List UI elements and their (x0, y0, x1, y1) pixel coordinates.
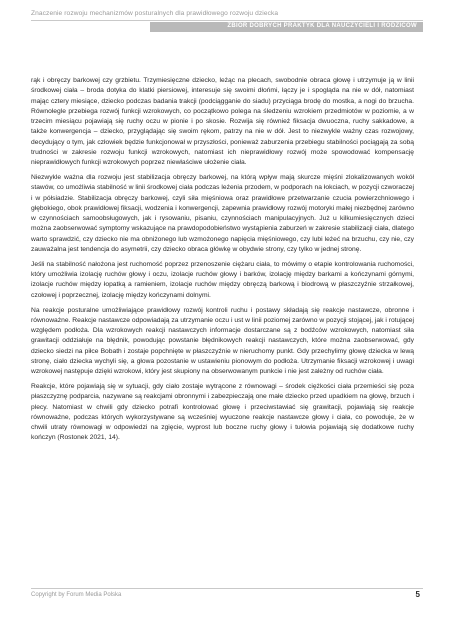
page-number: 5 (415, 590, 420, 599)
paragraph: Jeśli na stabilność nałożona jest ruchomość poprzez przenoszenie ciężaru ciała, to mówimy o etapie kontrolowania ruchomości, który umożliwia izolację ruchów głowy i oczu, izolacje ruchów głowy i barków, izolację między barkami a kończynami górnymi, izolacje ruchów między łopatką a ramieniem, izolacje ruchów między obręczą barkową i biodrową w płaszczyźnie strzałkowej, czołowej i poprzecznej, izolację między kończynami dolnymi. (31, 260, 414, 299)
body-text (31, 76, 414, 448)
paragraph: rąk i obręczy barkowej czy grzbietu. Trzymiesięczne dziecko, leżąc na plecach, swobodnie obraca głowę i utrzymuje ją w linii środkowej ciała – broda dotyka do klatki piersiowej, interesuje się swoimi dłońmi, łączy je i spogląda na nie w dół, natomiast mając cztery miesiące, dziecko podczas badania trakcji (podciągganie do siadu) przyciąga brodę do mostka, a nogi do brzucha. Równolegle przebiega rozwój funkcji wzrokowych, co początkowo polega na śledzeniu wzrokiem przedmiotów w poziomie, a w trzecim miesiącu pojawiają się ruchy oczu w pionie i po skosie. Rozwija się również fiksacja dwuoczna, ruchy sakkadowe, a także konwergencja – dziecko, przyglądając się swoim rękom, patrzy na nie w dół. Jest to niezwykle ważny czas rozwojowy, decydujący o tym, jak człowiek będzie funkcjonował w przyszłości, ponieważ zaburzenia przebiegu stabilności pociągają za sobą trudności w zakresie rozwoju funkcji wzrokowych, natomiast ich nieprawidłowy rozwój może spowodować kompensację nieprawidłowych funkcji wzrokowych poprzez niewłaściwe ułożenie ciała. (31, 77, 414, 166)
header-divider (31, 20, 423, 21)
paragraph: Reakcje, które pojawiają się w sytuacji, gdy ciało zostaje wytrącone z równowagi – środek ciężkości ciała przemieści się poza płaszczyznę podparcia, nazywane są reakcjami obronnymi i zabezpieczają one małe dziecko przed upadkiem na głowę, brzuch i plecy. Natomiast w chwili gdy dziecko potrafi kontrolować głowę i przeciwstawiać się grawitacji, pojawiają się reakcje równoważne, podczas których wykorzystywane są wcześniej wyuczone reakcje nastawcze głowy i ciała, co powoduje, że w chwili utraty równowagi w odpowiedzi na zgięcie, wyprost lub boczne ruchy głowy i tułowia pojawiają się dodatkowe ruchy kończyn (Rostonek 2021, 14). (31, 383, 414, 442)
header-band-label: ZBIÓR DOBRYCH PRAKTYK DLA NAUCZYCIELI I RODZICÓW (227, 23, 417, 29)
footer-divider (31, 588, 423, 589)
running-header-title: Znaczenie rozwoju mechanizmów posturalnych dla prawidłowego rozwoju dziecka (31, 10, 279, 17)
paragraph: Niezwykle ważna dla rozwoju jest stabilizacja obręczy barkowej, na którą wpływ mają skurcze mięśni zlokalizowanych wokół stawów, co umożliwia stabilność w linii środkowej ciała podczas leżenia przodem, w podporach na łokciach, w pozycji czworaczej i w półsiadzie. Stabilizacja obręczy barkowej, czyli siła mięśniowa oraz prawidłowe przetwarzanie czucia powierzchniowego i głębokiego, obok prawidłowej fiksacji, wodzenia i konwergencji, zapewnia prawidłowy rozwój motoryki małej niezbędnej zarówno w czynnościach samoobsługowych, jak i rysowaniu, pisaniu, czynnościach manipulacyjnych. Już u kilkumiesięcznych dzieci można zaobserwować symptomy wskazujące na prawdopodobieństwo wystąpienia zaburzeń w zakresie stabilizacji ciała, dlatego warto sprawdzić, czy dziecko nie ma obniżonego lub wzmożonego napięcia mięśniowego, czy lubi leżeć na brzuchu, czy nie, czy zauważalna jest tendencja do asymetrii, czy dziecko obraca główkę w obydwie strony, czy tylko w jednej stronę. (31, 174, 414, 253)
paragraph: Na reakcje posturalne umożliwiające prawidłowy rozwój kontroli ruchu i postawy składają się reakcje nastawcze, obronne i równoważne. Reakcje nastawcze odpowiadają za utrzymanie oczu i ust w linii poziomej zarówno w pozycji stojącej, jak i rotującej względem podłoża. Dla wzrokowych reakcji nastawczych informacje dostarczane są z bodźców wzrokowych, natomiast siła grawitacji oddziałuje na błędnik, powodując powstanie błędnikowych reakcji nastawczych, które można zaobserwować, gdy dziecko siedzi na piłce Bobath i zostaje popchnięte w płaszczyźnie w nieruchomy punkt. Gdy przechylimy głowę dziecka w lewą stronę, ciało dziecka wychyli się, a głowa pozostanie w ustawieniu pionowym do podłoża. Utrzymanie fiksacji wzrokowej i uwagi wzrokowej następuje dzięki wzrokowi, który jest skupiony na obserwowanym punkcie i nie jest zależny od ruchów ciała. (31, 306, 414, 376)
header-band (150, 22, 423, 32)
footer-copyright: Copyright by Forum Media Polska (31, 592, 122, 598)
